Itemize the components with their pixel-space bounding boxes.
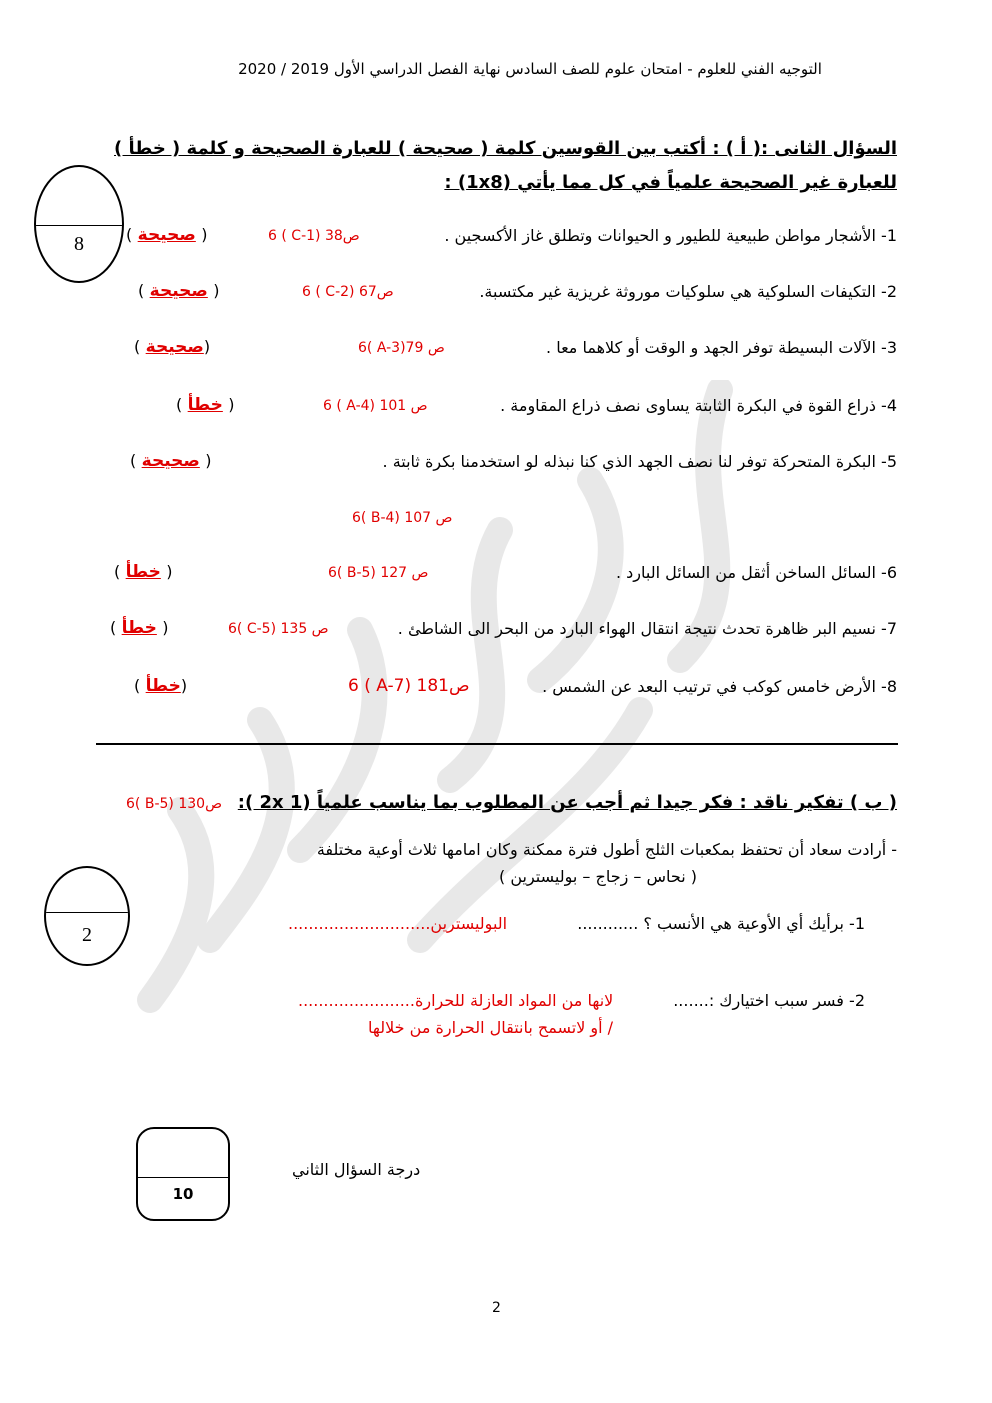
statement-3: 3- الآلات البسيطة توفر الجهد و الوقت أو كلاهما معا .	[546, 338, 897, 357]
statement-8: 8- الأرض خامس كوكب في ترتيب البعد عن الشمس .	[542, 677, 897, 696]
scenario-line2: ( نحاس – زجاج – بوليسترين )	[499, 867, 697, 886]
answer-1: ( صحيحة )	[126, 225, 208, 245]
statement-4-ref: ص 101 (A-4 ) 6	[323, 398, 428, 414]
scenario-line1: - أرادت سعاد أن تحتفظ بمكعبات الثلج أطول فترة ممكنة وكان امامها ثلاث أوعية مختلفة	[316, 840, 897, 859]
statement-2-ref: ص67 (C-2 ) 6	[302, 284, 394, 300]
answer-5: ( صحيحة )	[130, 451, 212, 471]
total-label: درجة السؤال الثاني	[292, 1160, 421, 1179]
part-a-score: 8	[74, 233, 84, 255]
question-2-answer-line1: لانها من المواد العازلة للحرارة.......................	[298, 991, 614, 1010]
part-a-title-line1: السؤال الثانى :( أ ) : أكتب بين القوسين كلمة ( صحيحة ) للعبارة الصحيحة و كلمة ( خطأ )	[114, 138, 897, 159]
statement-5: 5- البكرة المتحركة توفر لنا نصف الجهد الذي كنا نبذله لو استخدمنا بكرة ثابتة .	[382, 452, 897, 471]
statement-7: 7- نسيم البر ظاهرة تحدث نتيجة انتقال الهواء البارد من البحر الى الشاطئ .	[397, 619, 897, 638]
answer-2: ( صحيحة )	[138, 281, 220, 301]
section-divider	[96, 743, 898, 745]
statement-3-ref: ص 79(A-3 )6	[358, 340, 445, 356]
statement-8-ref: ص181 (A-7 ) 6	[348, 676, 470, 696]
total-score: 10	[172, 1185, 194, 1203]
part-b-score: 2	[82, 924, 92, 946]
statement-5-ref: ص 107 (B-4 )6	[352, 510, 453, 526]
question-2-answer-line2: / أو لاتسمح بانتقال الحرارة من خلالها	[368, 1018, 614, 1037]
statement-1-ref: ص38 (C-1 ) 6	[268, 228, 360, 244]
total-score-box	[136, 1127, 230, 1221]
part-a-score-circle	[34, 165, 124, 283]
part-a-title-line2: للعبارة غير الصحيحة علمياً في كل مما يأتي (1x8) :	[444, 172, 897, 193]
part-b-title: ( ب ) تفكير ناقد : فكر جيدا ثم أجب عن المطلوب بما يناسب علمياً (2x 1 ):	[237, 792, 897, 813]
part-b-ref: ص130 (B-5 )6	[126, 796, 223, 812]
part-b-score-circle	[44, 866, 130, 966]
page-number: 2	[492, 1300, 501, 1316]
question-2-label: 2- فسر سبب اختيارك :.......	[673, 991, 865, 1010]
answer-4: ( خطأ )	[176, 395, 235, 415]
question-1-answer: البوليسترين............................	[288, 914, 508, 933]
page-header: التوجيه الفني للعلوم - امتحان علوم للصف السادس نهاية الفصل الدراسي الأول 2019 / 2020	[238, 60, 822, 78]
statement-7-ref: ص 135 (C-5 )6	[228, 621, 329, 637]
question-1-label: 1- برأيك أي الأوعية هي الأنسب ؟ ............	[577, 914, 865, 933]
answer-3: (صحيحة )	[134, 337, 211, 357]
answer-8: (خطأ )	[134, 676, 188, 696]
statement-4: 4- ذراع القوة في البكرة الثابتة يساوى نصف ذراع المقاومة .	[500, 396, 897, 415]
statement-2: 2- التكيفات السلوكية هي سلوكيات موروثة غريزية غير مكتسبة.	[479, 282, 897, 301]
statement-1: 1- الأشجار مواطن طبيعية للطيور و الحيوانات وتطلق غاز الأكسجين .	[444, 226, 897, 245]
answer-6: ( خطأ )	[114, 562, 173, 582]
statement-6-ref: ص 127 (B-5 )6	[328, 565, 429, 581]
answer-7: ( خطأ )	[110, 618, 169, 638]
statement-6: 6- السائل الساخن أثقل من السائل البارد .	[616, 563, 897, 582]
